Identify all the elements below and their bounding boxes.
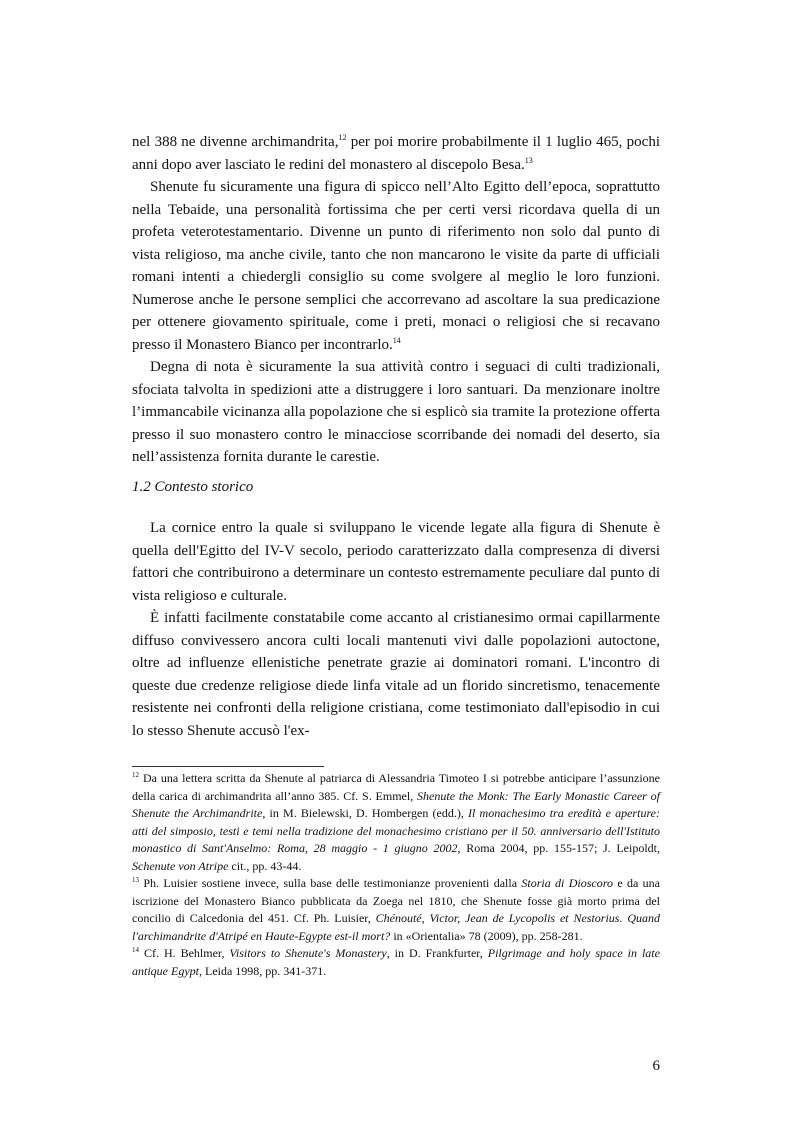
footnote-12 — [132, 770, 660, 875]
body-section-1 — [132, 131, 660, 469]
paragraph-text: per poi morire probabilmente il 1 luglio 465, pochi anni dopo aver lasciato le redini del monastero al discepolo Besa. — [132, 134, 660, 173]
footnote-13 — [132, 875, 660, 945]
footnote-title: Il monachesimo tra eredità e aperture: atti del simposio, testi e temi nella tradizione del monachesimo cristiano per il 50. anniversario dell'Istituto monastico di Sant'Anselmo: Roma, 28 maggio - 1 giugno 2002 — [132, 806, 660, 855]
footnote-text: cit., pp. 43-44. — [228, 858, 302, 873]
footnote-14 — [132, 945, 660, 980]
paragraph — [132, 176, 660, 356]
page-number: 6 — [652, 1058, 660, 1074]
footnote-title: Schenute von Atripe — [132, 858, 229, 873]
footnote-number: 13 — [132, 876, 139, 884]
footnote-title: Storia di Dioscoro — [521, 876, 613, 890]
footnote-title: Pilgrimage and holy space in late antique Egypt — [132, 946, 660, 978]
paragraph-text: nel 388 ne divenne archimandrita, — [132, 134, 339, 150]
footnote-number: 12 — [132, 771, 139, 779]
footnote-text: e da una iscrizione del Monastero Bianco pubblicata da Zoega nel 1810, che Shenute fosse già morto prima del concilio di Calcedonia del 451. Cf. Ph. Luisier, — [132, 876, 660, 925]
footnote-number: 14 — [132, 946, 139, 954]
footnote-title: Shenute the Monk: The Early Monastic Career of Shenute the Archimandrite — [132, 788, 660, 820]
footnote-text: , in M. Bielewski, D. Hombergen (edd.), — [262, 806, 469, 820]
footnote-text: , Leida 1998, pp. 341-371. — [198, 963, 327, 978]
section-heading: 1.2 Contesto storico — [132, 479, 254, 495]
footnote-text: Ph. Luisier sostiene invece, sulla base delle testimonianze provenienti dalla — [139, 876, 522, 890]
footnote-text: , Roma 2004, pp. 155-157; J. Leipoldt, — [457, 841, 661, 855]
paragraph — [132, 131, 660, 176]
footnote-text: Cf. H. Behlmer, — [139, 946, 230, 960]
footnote-text: in «Orientalia» 78 (2009), pp. 258-281. — [390, 928, 583, 943]
footnote-title: Chénouté, Victor, Jean de Lycopolis et Nestorius. Quand l'archimandrite d'Atripé en Haute-Egypte est-il mort? — [132, 911, 660, 943]
footnote-ref-14[interactable]: 14 — [392, 335, 401, 345]
footnote-text: Da una lettera scritta da Shenute al patriarca di Alessandria Timoteo I si potrebbe anticipare l’assunzione della carica di archimandrita all’anno 385. Cf. S. Emmel, — [132, 771, 660, 803]
footnote-text: , in D. Frankfurter, — [386, 946, 488, 960]
paragraph-text: Shenute fu sicuramente una figura di spicco nell’Alto Egitto dell’epoca, soprattutto nella Tebaide, una personalità fortissima che per certi versi ricordava quella di un profeta veterotestamentario. Divenne un punto di riferimento non solo dal punto di vista religioso, ma anche civile, tanto che non mancarono le visite da parte di ufficiali romani intenti a chiedergli consiglio su come svolgere al meglio le loro funzioni. Numerose anche le persone semplici che accorrevano ad ascoltare la sua predicazione per ottenere giovamento spirituale, come i preti, monaci o religiosi che si recavano presso il Monastero Bianco per incontrarlo. — [132, 179, 660, 353]
footnote-separator — [132, 766, 324, 767]
paragraph: È infatti facilmente constatabile come accanto al cristianesimo ormai capillarmente diffuso convivessero ancora culti locali mantenuti vivi dalle popolazioni autoctone, oltre ad influenze ellenistiche penetrate grazie ai dominatori romani. L'incontro di queste due credenze religiose diede linfa vitale ad un florido sincretismo, tenacemente resistente nei confronti della religione cristiana, come testimoniato dall'episodio in cui lo stesso Shenute accusò l'ex- — [132, 610, 660, 739]
body-section-2 — [132, 517, 660, 742]
paragraph: Degna di nota è sicuramente la sua attività contro i seguaci di culti tradizionali, sfociata talvolta in spedizioni atte a distruggere i loro santuari. Da menzionare inoltre l’immancabile vicinanza alla popolazione che si esplicò sia tramite la protezione offerta presso il suo monastero contro le minacciose scorribande dei nomadi del deserto, sia nell’assistenza fornita durante le carestie. — [132, 359, 660, 465]
paragraph: La cornice entro la quale si sviluppano le vicende legate alla figura di Shenute è quella dell'Egitto del IV-V secolo, periodo caratterizzato dalla compresenza di diversi fattori che contribuirono a determinare un contesto estremamente peculiare dal punto di vista religioso e culturale. — [132, 520, 660, 604]
footnote-ref-12[interactable]: 12 — [338, 133, 347, 142]
footnotes — [132, 770, 660, 980]
footnote-ref-13[interactable]: 13 — [524, 155, 533, 165]
footnote-title: Visitors to Shenute's Monastery — [229, 946, 387, 960]
